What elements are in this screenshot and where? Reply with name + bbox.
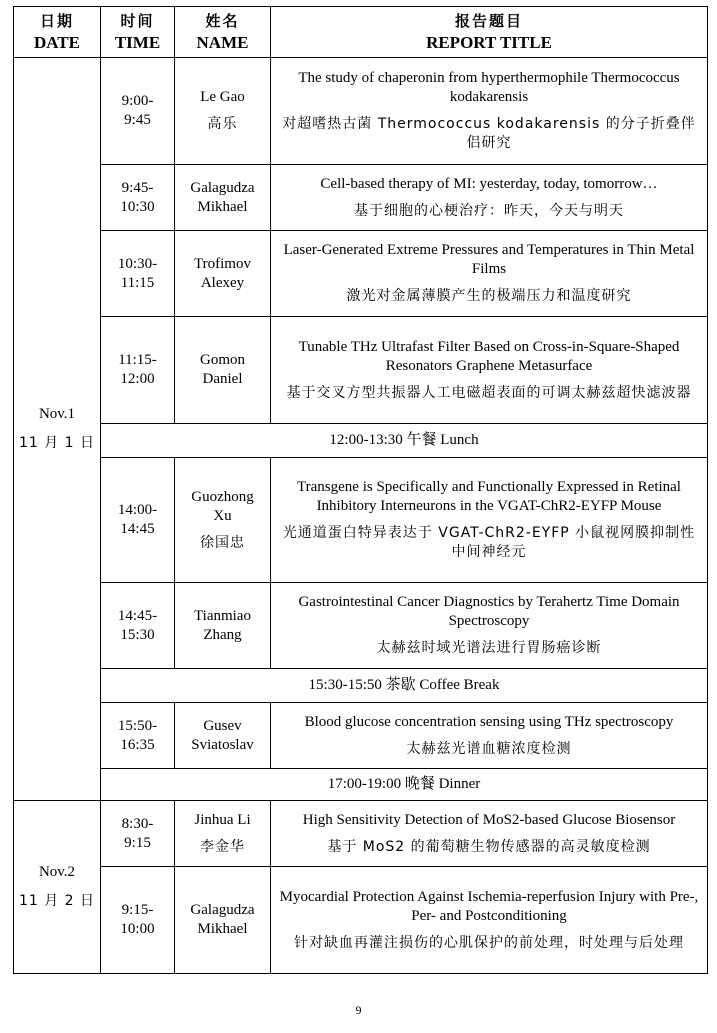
talk-row <box>14 583 708 669</box>
time-cell: 9:45- 10:30 <box>101 165 175 231</box>
talk-row <box>14 703 708 769</box>
title-cell: Myocardial Protection Against Ischemia-reperfusion Injury with Pre-, Per- and Postconditioning 针对缺血再灌注损伤的心肌保护的前处理，时处理与后处理 <box>271 867 708 974</box>
break-row-coffee <box>14 669 708 703</box>
header-time: 时间 TIME <box>101 7 175 58</box>
title-cell: Blood glucose concentration sensing using THz spectroscopy 太赫兹光谱血糖浓度检测 <box>271 703 708 769</box>
title-cell: Tunable THz Ultrafast Filter Based on Cross-in-Square-Shaped Resonators Graphene Metasurface 基于交叉方型共振器人工电磁超表面的可调太赫兹超快滤波器 <box>271 317 708 424</box>
talk-row <box>14 231 708 317</box>
time-cell: 10:30- 11:15 <box>101 231 175 317</box>
name-cell: Galagudza Mikhael <box>175 867 271 974</box>
talk-row <box>14 317 708 424</box>
break-cell: 17:00-19:00 晚餐 Dinner <box>101 769 708 801</box>
break-row-dinner <box>14 769 708 801</box>
time-cell: 14:00- 14:45 <box>101 458 175 583</box>
time-cell: 8:30- 9:15 <box>101 801 175 867</box>
header-row <box>14 7 708 58</box>
title-cell: High Sensitivity Detection of MoS2-based Glucose Biosensor 基于 MoS2 的葡萄糖生物传感器的高灵敏度检测 <box>271 801 708 867</box>
name-cell: Le Gao 高乐 <box>175 58 271 165</box>
time-cell: 9:00- 9:45 <box>101 58 175 165</box>
header-name: 姓名 NAME <box>175 7 271 58</box>
time-cell: 15:50- 16:35 <box>101 703 175 769</box>
break-row-lunch <box>14 424 708 458</box>
talk-row <box>14 58 708 165</box>
break-cell: 12:00-13:30 午餐 Lunch <box>101 424 708 458</box>
talk-row <box>14 867 708 974</box>
date-cell-nov2: Nov.2 11 月 2 日 <box>14 801 101 974</box>
header-title: 报告题目 REPORT TITLE <box>271 7 708 58</box>
break-cell: 15:30-15:50 茶歇 Coffee Break <box>101 669 708 703</box>
title-cell: The study of chaperonin from hyperthermophile Thermococcus kodakarensis 对超嗜热古菌 Thermococcus kodakarensis 的分子折叠伴侣研究 <box>271 58 708 165</box>
page-number: 9 <box>355 1003 362 1017</box>
title-cell: Cell-based therapy of MI: yesterday, today, tomorrow… 基于细胞的心梗治疗：昨天，今天与明天 <box>271 165 708 231</box>
name-cell: Guozhong Xu 徐国忠 <box>175 458 271 583</box>
title-cell: Gastrointestinal Cancer Diagnostics by Terahertz Time Domain Spectroscopy 太赫兹时域光谱法进行胃肠癌诊断 <box>271 583 708 669</box>
talk-row <box>14 801 708 867</box>
date-cell-nov1: Nov.1 11 月 1 日 <box>14 58 101 801</box>
title-cell: Laser-Generated Extreme Pressures and Temperatures in Thin Metal Films 激光对金属薄膜产生的极端压力和温度研究 <box>271 231 708 317</box>
name-cell: Tianmiao Zhang <box>175 583 271 669</box>
time-cell: 9:15- 10:00 <box>101 867 175 974</box>
title-cell: Transgene is Specifically and Functionally Expressed in Retinal Inhibitory Interneurons in the VGAT-ChR2-EYFP Mouse 光通道蛋白特异表达于 VGAT-ChR2-EYFP 小鼠视网膜抑制性中间神经元 <box>271 458 708 583</box>
name-cell: Gusev Sviatoslav <box>175 703 271 769</box>
header-date: 日期 DATE <box>14 7 101 58</box>
name-cell: Trofimov Alexey <box>175 231 271 317</box>
name-cell: Gomon Daniel <box>175 317 271 424</box>
talk-row <box>14 458 708 583</box>
name-cell: Jinhua Li 李金华 <box>175 801 271 867</box>
talk-row <box>14 165 708 231</box>
schedule-table <box>13 6 708 974</box>
name-cell: Galagudza Mikhael <box>175 165 271 231</box>
time-cell: 11:15- 12:00 <box>101 317 175 424</box>
time-cell: 14:45- 15:30 <box>101 583 175 669</box>
